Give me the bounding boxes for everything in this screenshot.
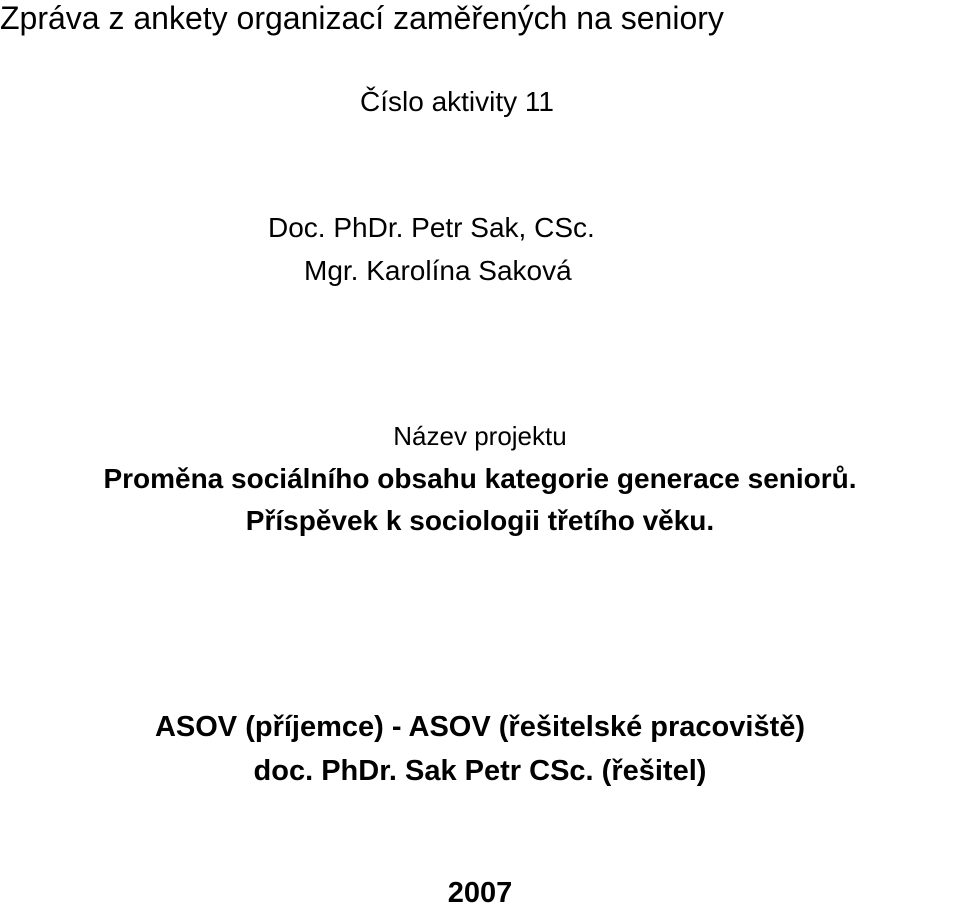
- project-title-line-1: Proměna sociálního obsahu kategorie generace seniorů.: [103, 463, 857, 494]
- activity-number: Číslo aktivity 11: [360, 86, 554, 117]
- year: 2007: [447, 877, 513, 909]
- author-1: Doc. PhDr. Petr Sak, CSc.: [268, 212, 595, 243]
- report-title: Zpráva z ankety organizací zaměřených na seniory: [0, 0, 724, 36]
- project-title-line-2: Příspěvek k sociologii třetího věku.: [245, 505, 715, 536]
- solver-line: doc. PhDr. Sak Petr CSc. (řešitel): [253, 755, 707, 787]
- author-2: Mgr. Karolína Saková: [304, 255, 572, 286]
- organization-line: ASOV (příjemce) - ASOV (řešitelské pracoviště): [154, 711, 806, 743]
- project-label: Název projektu: [393, 421, 567, 451]
